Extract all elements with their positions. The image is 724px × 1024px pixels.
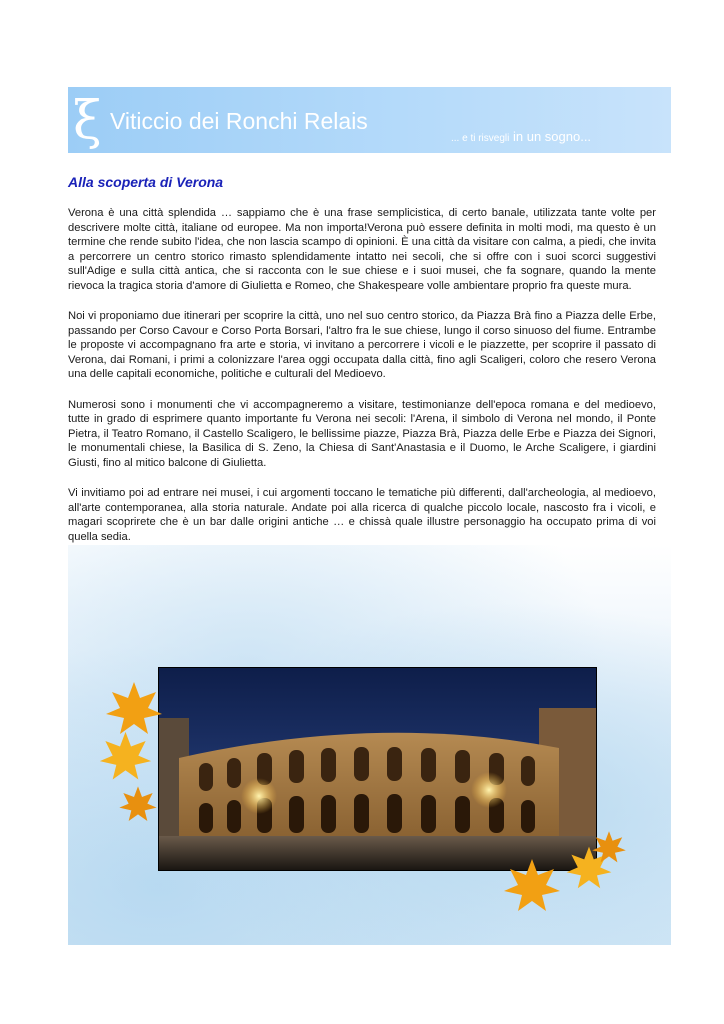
maple-leaf-icon bbox=[591, 830, 627, 866]
maple-leaf-icon bbox=[98, 730, 153, 785]
tagline-prefix: ... e ti risvegli bbox=[451, 133, 510, 144]
tagline-main: in un sogno... bbox=[512, 129, 592, 144]
article-body bbox=[68, 206, 656, 560]
paragraph: Noi vi proponiamo due itinerari per scoprire la città, uno nel suo centro storico, da Piazza Brà fino a Piazza delle Erbe, passando per Corso Cavour e Corso Porta Borsari, l'altro fra le sue chiese, lungo il corso sinuoso del fiume. Entrambe le proposte vi accompagnano fra arte e storia, vi invitano a percorrere i vicoli e le piazzette, per scoprire il passato di Verona, dai Romani, i primi a colonizzare l'area oggi occupata dalla città, fino agli Scaligeri, coloro che resero Verona una delle capitali economiche, politiche e culturali del Medioevo. bbox=[68, 310, 656, 380]
paragraph: Numerosi sono i monumenti che vi accompagneremo a visitare, testimonianze dell'epoca romana e del medioevo, tutte in grado di esprimere quanto importante fu Verona nei secoli: l'Arena, il simbolo di Verona nel mondo, il Ponte Pietra, il Teatro Romano, il Castello Scaligero, le bellissime piazze, Piazza Brà, Piazza delle Erbe e Piazza dei Signori, le monumentali chiese, la Basilica di S. Zeno, la Chiesa di Sant'Anastasia e il Duomo, le Arche Scaligere, i giardini Giusti, fino al mitico balcone di Giulietta. bbox=[68, 398, 656, 469]
paragraph: Vi invitiamo poi ad entrare nei musei, i cui argomenti toccano le tematiche più differenti, dall'archeologia, al medioevo, all'arte contemporanea, alla storia naturale. Andate poi alla ricerca di qualche piccolo locale, nascosto fra i vicoli, e magari scoprirete che è un bar dalle origini antiche … e chissà quale illustre personaggio ha occupato prima di voi quella sedia. bbox=[68, 487, 656, 543]
arena-photo bbox=[158, 667, 597, 871]
decorative-artwork bbox=[68, 545, 671, 945]
maple-leaf-icon bbox=[498, 857, 566, 917]
tagline bbox=[451, 129, 591, 144]
article-title: Alla scoperta di Verona bbox=[68, 174, 224, 190]
arena-illustration bbox=[159, 668, 596, 870]
paragraph: Verona è una città splendida … sappiamo che è una frase semplicistica, di certo banale, utilizzata tante volte per descrivere molte città, italiane od europee. Ma non importa!Verona può essere definita in molti modi, ma questo è un termine che rende subito l'idea, che non lascia scampo di opinioni. È una città da visitare con calma, a piedi, che invita a percorrere un centro storico rimasto splendidamente intatto nei secoli, che si offre con i suoi scorci suggestivi sull'Adige e sulla città antica, che si racconta con le sue chiese e i suoi musei, che fa sognare, quando la mente rievoca la tragica storia d'amore di Giulietta e Romeo, che Shakespeare volle ambientare proprio fra queste mura. bbox=[68, 207, 656, 292]
site-title: Viticcio dei Ronchi Relais bbox=[110, 108, 368, 134]
header-banner bbox=[68, 87, 671, 153]
maple-leaf-icon bbox=[118, 785, 158, 825]
logo-icon: ξ bbox=[73, 91, 102, 151]
